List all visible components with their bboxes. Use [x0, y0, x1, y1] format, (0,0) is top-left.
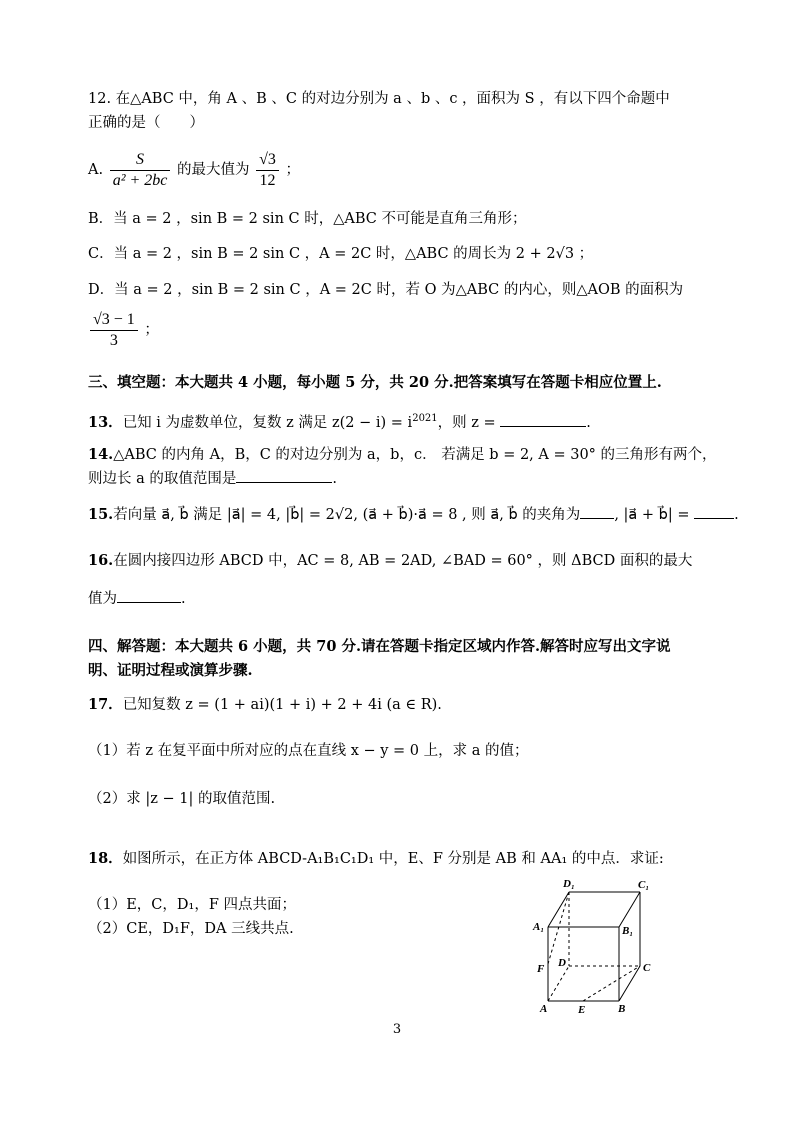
- q16-line2: [88, 588, 186, 610]
- fraction-denominator: a² + 2bc: [112, 171, 168, 189]
- option-a-end: ；: [285, 162, 301, 178]
- q16-text2: 值为: [88, 591, 117, 607]
- q13-text2: ，则 z =: [437, 414, 496, 431]
- q12-option-d-value: [88, 308, 159, 352]
- edge-b1c1: [619, 892, 640, 927]
- label-c1: C₁: [638, 879, 650, 891]
- q18: [88, 848, 664, 870]
- q12-option-a: [88, 148, 300, 192]
- q13-answer-blank[interactable]: [500, 412, 586, 427]
- label-e: E: [578, 1004, 586, 1016]
- q15: [88, 504, 739, 526]
- fraction-denominator: 3: [109, 331, 118, 349]
- option-a-value: [256, 150, 279, 191]
- q15-magnitude-blank[interactable]: [694, 504, 734, 519]
- q17-part2: （2）求 |z − 1| 的取值范围.: [88, 791, 276, 807]
- q14-text: △ABC 的内角 A，B，C 的对边分别为 a，b，c． 若满足 b = 2, A = 30° 的三角形有两个，: [113, 447, 717, 463]
- q12-stem-line1: 12. 在△ABC 中，角 A 、B 、C 的对边分别为 a 、b 、c ，面积为 S ，有以下四个命题中: [88, 91, 670, 107]
- value-denominator: 12: [259, 171, 276, 189]
- q15-angle-blank[interactable]: [580, 504, 614, 519]
- line-ec: [583, 966, 640, 1001]
- q17-part1: （1）若 z 在复平面中所对应的点在直线 x − y = 0 上，求 a 的值；: [88, 743, 529, 759]
- label-d: D: [558, 957, 566, 969]
- q13-text: 已知 i 为虚数单位，复数 z 满足 z(2 − i) = i: [122, 414, 413, 431]
- q13-end: .: [586, 414, 591, 431]
- fraction-numerator: √3 − 1: [90, 310, 138, 331]
- q12-option-b: B．当 a = 2 ，sin B = 2 sin C 时，△ABC 不可能是直角三角形；: [88, 211, 527, 227]
- q18-part1: （1）E，C，D₁，F 四点共面；: [88, 897, 297, 913]
- label-d1: D₁: [563, 878, 575, 890]
- q17: [88, 694, 442, 716]
- section3-heading: 三、填空题：本大题共 4 小题，每小题 5 分，共 20 分.把答案填写在答题卡相应位置上.: [88, 374, 662, 391]
- edge-ad: [548, 966, 569, 1001]
- option-a-text: 的最大值为: [177, 162, 250, 178]
- q14-end: .: [332, 471, 337, 487]
- q15-end: .: [734, 507, 739, 523]
- q14-label: 14.: [88, 446, 114, 463]
- line-fd1: [548, 892, 569, 964]
- q13: [88, 408, 591, 434]
- label-a1: A₁: [533, 921, 545, 933]
- q14-line2: [88, 468, 337, 490]
- q17-text: 已知复数 z = (1 + ai)(1 + i) + 2 + 4i (a ∈ R).: [122, 697, 442, 713]
- label-f: F: [537, 963, 545, 975]
- q14-text2: 则边长 a 的取值范围是: [88, 471, 237, 487]
- q18-text: 如图所示，在正方体 ABCD-A₁B₁C₁D₁ 中，E、F 分别是 AB 和 AA₁ 的中点．求证:: [122, 851, 664, 867]
- label-b: B: [618, 1003, 626, 1015]
- q14-line1: [88, 444, 717, 466]
- q12-option-d: D．当 a = 2 ，sin B = 2 sin C ，A = 2C 时，若 O 为△ABC 的内心，则△AOB 的面积为: [88, 282, 684, 298]
- q13-exponent: 2021: [412, 413, 438, 424]
- q16-label: 16.: [88, 552, 114, 569]
- q18-label: 18．: [88, 850, 123, 867]
- q18-part2: （2）CE，D₁F，DA 三线共点.: [88, 921, 294, 937]
- q15-text2: , |a⃗ + b⃗| =: [614, 507, 690, 523]
- fraction-numerator: S: [110, 150, 171, 171]
- q16-answer-blank[interactable]: [117, 588, 181, 603]
- label-c: C: [643, 962, 651, 974]
- label-a: A: [540, 1003, 548, 1015]
- edge-bc: [619, 966, 640, 1001]
- q15-text: 若向量 a⃗, b⃗ 满足 |a⃗| = 4, |b⃗| = 2√2, (a⃗ + b⃗)·a⃗ = 8 , 则 a⃗, b⃗ 的夹角为: [113, 507, 581, 523]
- section4-heading-line2: 明、证明过程或演算步骤.: [88, 662, 253, 679]
- q17-label: 17．: [88, 696, 123, 713]
- page-number: 3: [392, 1022, 402, 1037]
- q16-end: .: [181, 591, 186, 607]
- q16-line1: [88, 550, 692, 572]
- option-d-end: ；: [144, 322, 159, 338]
- option-a-fraction: [110, 150, 171, 191]
- q16-text: 在圆内接四边形 ABCD 中，AC = 8, AB = 2AD, ∠BAD = 60° ，则 ΔBCD 面积的最大: [113, 553, 693, 569]
- section4-heading-line1: 四、解答题：本大题共 6 小题，共 70 分.请在答题卡指定区域内作答.解答时应写出文字说: [88, 638, 671, 655]
- label-b1: B₁: [622, 925, 634, 937]
- q15-label: 15.: [88, 506, 114, 523]
- q12-option-c: C．当 a = 2 ，sin B = 2 sin C ，A = 2C 时，△ABC 的周长为 2 + 2√3 ；: [88, 246, 594, 262]
- cube-figure: [525, 872, 665, 1017]
- option-d-fraction: [90, 310, 138, 351]
- q13-label: 13．: [88, 413, 123, 431]
- edge-a1d1: [548, 892, 569, 927]
- option-a-label: A.: [88, 162, 104, 178]
- value-numerator: √3: [256, 150, 279, 171]
- q12-stem-line2: 正确的是（ ）: [88, 115, 204, 131]
- q14-answer-blank[interactable]: [236, 468, 332, 483]
